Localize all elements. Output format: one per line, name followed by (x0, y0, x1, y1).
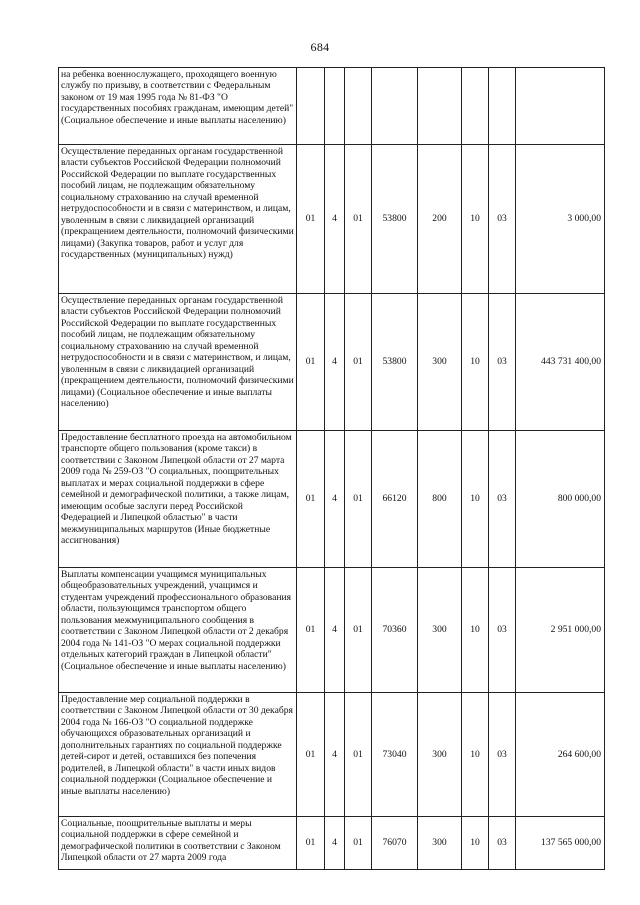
code-section: 10 (462, 568, 489, 693)
code-expense-type: 300 (418, 817, 462, 870)
amount-cell: 2 951 000,00 (516, 568, 605, 693)
budget-table (58, 67, 605, 870)
code-expense-type: 300 (418, 568, 462, 693)
code-direction: 53800 (372, 294, 418, 431)
amount-cell: 3 000,00 (516, 145, 605, 294)
code-direction: 76070 (372, 817, 418, 870)
code-subsection: 03 (489, 817, 516, 870)
code-section: 10 (462, 145, 489, 294)
row-description: Выплаты компенсации учащимся муниципальных общеобразовательных учреждений, учащимся и студентам учреждений профессионального образования области, пользующимся транспортом общего пользования межмуниципального сообщения в соответствии с Законом Липецкой области от 2 декабря 2004 года № 141-ОЗ "О мерах социальной поддержки отдельных категорий граждан в Липецкой области" (Социальное обеспечение и иные выплаты населению) (59, 568, 297, 693)
amount-cell (516, 68, 605, 145)
code-program: 01 (297, 693, 325, 817)
code-expense-type: 300 (418, 693, 462, 817)
code-subprogram-type: 4 (325, 431, 345, 568)
table-row (59, 568, 605, 693)
table-row (59, 431, 605, 568)
code-subsection: 03 (489, 693, 516, 817)
code-subprogram-type: 4 (325, 294, 345, 431)
code-subprogram (345, 68, 372, 145)
code-subprogram: 01 (345, 693, 372, 817)
row-description: Осуществление переданных органам государственной власти субъектов Российской Федерации полномочий Российской Федерации по выплате государственных пособий лицам, не подлежащим обязательному социальному страхованию на случай временной нетрудоспособности и в связи с материнством, и лицам, уволенным в связи с ликвидацией организаций (прекращением деятельности, полномочий физическими лицами) (Закупка товаров, работ и услуг для государственных (муниципальных) нужд) (59, 145, 297, 294)
code-program: 01 (297, 145, 325, 294)
row-description: на ребенка военнослужащего, проходящего военную службу по призыву, в соответствии с Федеральным законом от 19 мая 1995 года № 81-ФЗ "О государственных пособиях гражданам, имеющим детей" (Социальное обеспечение и иные выплаты населению) (59, 68, 297, 145)
code-subprogram: 01 (345, 431, 372, 568)
code-section: 10 (462, 693, 489, 817)
code-program (297, 68, 325, 145)
code-subprogram: 01 (345, 568, 372, 693)
amount-cell: 137 565 000,00 (516, 817, 605, 870)
code-subsection: 03 (489, 568, 516, 693)
code-direction: 70360 (372, 568, 418, 693)
code-section: 10 (462, 431, 489, 568)
table-row (59, 145, 605, 294)
code-section: 10 (462, 817, 489, 870)
page-number: 684 (310, 40, 330, 54)
code-direction: 73040 (372, 693, 418, 817)
code-subprogram-type: 4 (325, 145, 345, 294)
code-subprogram: 01 (345, 145, 372, 294)
amount-cell: 264 600,00 (516, 693, 605, 817)
amount-cell: 800 000,00 (516, 431, 605, 568)
code-program: 01 (297, 294, 325, 431)
row-description: Предоставление мер социальной поддержки в соответствии с Законом Липецкой области от 30 декабря 2004 года № 166-ОЗ "О социальной поддержке обучающихся образовательных организаций и дополнительных гарантиях по социальной поддержке детей-сирот и детей, оставшихся без попечения родителей, в Липецкой области" в части иных видов социальной поддержки (Социальное обеспечение и иные выплаты населению) (59, 693, 297, 817)
code-expense-type: 300 (418, 294, 462, 431)
table-row (59, 294, 605, 431)
code-subsection: 03 (489, 431, 516, 568)
code-expense-type (418, 68, 462, 145)
code-program: 01 (297, 431, 325, 568)
code-section (462, 68, 489, 145)
code-direction (372, 68, 418, 145)
code-expense-type: 200 (418, 145, 462, 294)
code-subsection: 03 (489, 145, 516, 294)
code-subprogram-type: 4 (325, 817, 345, 870)
code-subprogram: 01 (345, 294, 372, 431)
code-direction: 53800 (372, 145, 418, 294)
code-subprogram-type: 4 (325, 693, 345, 817)
code-direction: 66120 (372, 431, 418, 568)
code-program: 01 (297, 817, 325, 870)
code-program: 01 (297, 568, 325, 693)
code-section: 10 (462, 294, 489, 431)
row-description: Предоставление бесплатного проезда на автомобильном транспорте общего пользования (кроме такси) в соответствии с Законом Липецкой области от 27 марта 2009 года № 259-ОЗ "О социальных, поощрительных выплатах и мерах социальной поддержки в сфере семейной и демографической политики, а также лицам, имеющим особые заслуги перед Российской Федерацией и Липецкой областью" в части межмуниципальных маршрутов (Иные бюджетные ассигнования) (59, 431, 297, 568)
row-description: Социальные, поощрительные выплаты и меры социальной поддержки в сфере семейной и демографической политики в соответствии с Законом Липецкой области от 27 марта 2009 года (59, 817, 297, 870)
amount-cell: 443 731 400,00 (516, 294, 605, 431)
code-subsection (489, 68, 516, 145)
table-row (59, 817, 605, 870)
code-subsection: 03 (489, 294, 516, 431)
table-row (59, 693, 605, 817)
code-subprogram-type: 4 (325, 568, 345, 693)
code-subprogram: 01 (345, 817, 372, 870)
code-expense-type: 800 (418, 431, 462, 568)
code-subprogram-type (325, 68, 345, 145)
row-description: Осуществление переданных органам государственной власти субъектов Российской Федерации полномочий Российской Федерации по выплате государственных пособий лицам, не подлежащим обязательному социальному страхованию на случай временной нетрудоспособности и в связи с материнством, и лицам, уволенным в связи с ликвидацией организаций (прекращением деятельности, полномочий физическими лицами) (Социальное обеспечение и иные выплаты населению) (59, 294, 297, 431)
table-row (59, 68, 605, 145)
